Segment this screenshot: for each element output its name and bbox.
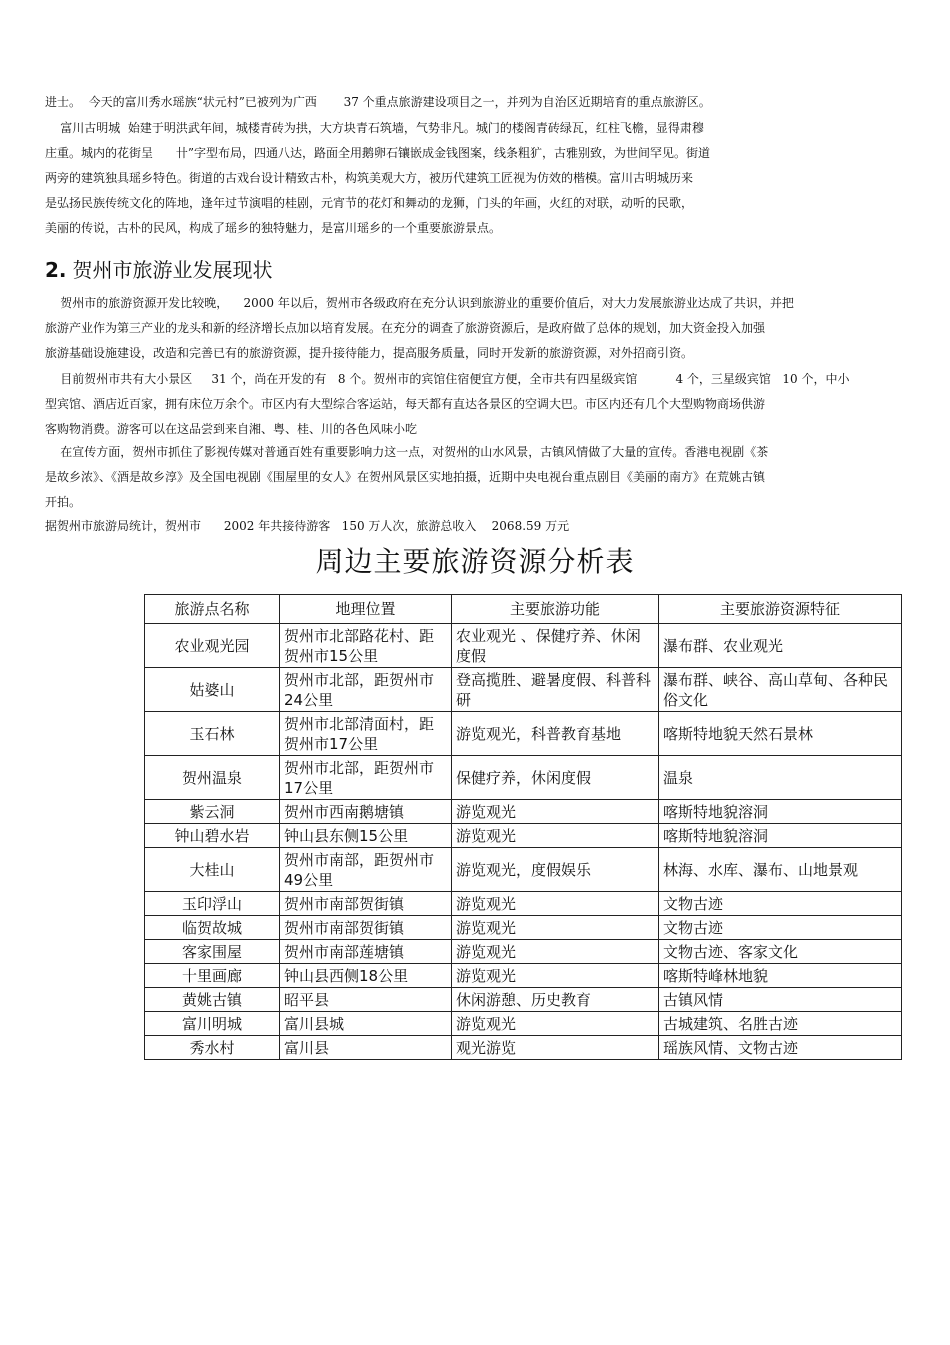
table-row (145, 892, 902, 916)
tourism-resource-table (144, 594, 902, 1060)
table-row (145, 624, 902, 668)
cell-location: 贺州市北部，距贺州市24公里 (280, 668, 452, 712)
cell-location: 贺州市北部，距贺州市17公里 (280, 756, 452, 800)
cell-function: 游览观光 (452, 916, 659, 940)
table-row (145, 1012, 902, 1036)
cell-name: 玉印浮山 (145, 892, 280, 916)
cell-function: 游览观光 (452, 824, 659, 848)
table-row (145, 800, 902, 824)
table-row (145, 756, 902, 800)
cell-location: 富川县城 (280, 1012, 452, 1036)
cell-feature: 文物古迹 (659, 892, 902, 916)
table-row (145, 668, 902, 712)
cell-location: 贺州市南部贺街镇 (280, 916, 452, 940)
cell-name: 十里画廊 (145, 964, 280, 988)
cell-function: 游览观光 (452, 892, 659, 916)
cell-name: 钟山碧水岩 (145, 824, 280, 848)
cell-name: 紫云洞 (145, 800, 280, 824)
cell-name: 贺州温泉 (145, 756, 280, 800)
table-row (145, 824, 902, 848)
cell-location: 钟山县西侧18公里 (280, 964, 452, 988)
cell-feature: 喀斯特地貌溶洞 (659, 800, 902, 824)
cell-function: 游览观光，度假娱乐 (452, 848, 659, 892)
table-row (145, 916, 902, 940)
cell-function: 休闲游憩、历史教育 (452, 988, 659, 1012)
cell-location: 贺州市南部贺街镇 (280, 892, 452, 916)
column-header: 主要旅游功能 (452, 595, 659, 624)
column-header: 地理位置 (280, 595, 452, 624)
cell-name: 大桂山 (145, 848, 280, 892)
cell-function: 游览观光 (452, 964, 659, 988)
cell-feature: 喀斯特峰林地貌 (659, 964, 902, 988)
cell-name: 客家围屋 (145, 940, 280, 964)
cell-function: 保健疗养，休闲度假 (452, 756, 659, 800)
section-number: 2. (45, 258, 67, 282)
cell-feature: 古镇风情 (659, 988, 902, 1012)
table-row (145, 712, 902, 756)
cell-function: 游览观光 (452, 800, 659, 824)
cell-feature: 瀑布群、农业观光 (659, 624, 902, 668)
cell-function: 登高揽胜、避暑度假、科普科研 (452, 668, 659, 712)
cell-name: 农业观光园 (145, 624, 280, 668)
cell-feature: 文物古迹、客家文化 (659, 940, 902, 964)
cell-location: 贺州市北部清面村，距贺州市17公里 (280, 712, 452, 756)
cell-feature: 古城建筑、名胜古迹 (659, 1012, 902, 1036)
cell-name: 富川明城 (145, 1012, 280, 1036)
column-header: 旅游点名称 (145, 595, 280, 624)
cell-feature: 喀斯特地貌溶洞 (659, 824, 902, 848)
cell-function: 观光游览 (452, 1036, 659, 1060)
section-heading (45, 256, 273, 284)
paragraph-development: 贺州市的旅游资源开发比较晚， 2000 年以后，贺州市各级政府在充分认识到旅游业的重要价值后，对大力发展旅游业达成了共识，并把 旅游产业作为第三产业的龙头和新的经济增长点加以培育发展。在充分的调查了旅游资源后，是政府做了总体的规划，加大资金投入加强 旅游基础设施建设，改造和完善已有的旅游资源，提升接待能力，提高服务质量，同时开发新的旅游资源，对外招商引资。 (45, 296, 794, 360)
cell-feature: 喀斯特地貌天然石景林 (659, 712, 902, 756)
cell-feature: 瑶族风情、文物古迹 (659, 1036, 902, 1060)
paragraph-fuchuan-city: 富川古明城 始建于明洪武年间，城楼青砖为拱，大方块青石筑墙，气势非凡。城门的楼阁青砖绿瓦，红柱飞檐，显得肃穆 庄重。城内的花街呈 卄”字型布局，四通八达，路面全用鹅卵石镶嵌成金钱图案，线条粗犷，古雅别致，为世间罕见。街道 两旁的建筑独具瑶乡特色。街道的古戏台设计精致古朴，构筑美观大方，被历代建筑工匠视为仿效的楷模。富川古明城历来 是弘扬民族传统文化的阵地，逢年过节演唱的桂剧，元宵节的花灯和舞动的龙狮，门头的年画，火红的对联，动听的民歌， 美丽的传说，古朴的民风，构成了瑶乡的独特魅力，是富川瑶乡的一个重要旅游景点。 (45, 121, 711, 235)
cell-function: 农业观光 、保健疗养、休闲度假 (452, 624, 659, 668)
cell-feature: 温泉 (659, 756, 902, 800)
cell-feature: 瀑布群、峡谷、高山草甸、各种民俗文化 (659, 668, 902, 712)
cell-location: 富川县 (280, 1036, 452, 1060)
table-row (145, 988, 902, 1012)
section-title: 贺州市旅游业发展现状 (72, 258, 273, 282)
cell-location: 贺州市北部路花村、距贺州市15公里 (280, 624, 452, 668)
cell-name: 姑婆山 (145, 668, 280, 712)
cell-function: 游览观光 (452, 940, 659, 964)
cell-function: 游览观光 (452, 1012, 659, 1036)
cell-feature: 林海、水库、瀑布、山地景观 (659, 848, 902, 892)
table-row (145, 940, 902, 964)
cell-name: 秀水村 (145, 1036, 280, 1060)
cell-feature: 文物古迹 (659, 916, 902, 940)
table-row (145, 848, 902, 892)
table-header-row (145, 595, 902, 624)
cell-location: 钟山县东侧15公里 (280, 824, 452, 848)
cell-location: 贺州市南部，距贺州市49公里 (280, 848, 452, 892)
cell-name: 玉石林 (145, 712, 280, 756)
cell-location: 贺州市西南鹅塘镇 (280, 800, 452, 824)
paragraph-scenic-areas: 目前贺州市共有大小景区 31 个，尚在开发的有 8 个。贺州市的宾馆住宿便宜方便，全市共有四星级宾馆 4 个，三星级宾馆 10 个，中小 型宾馆、酒店近百家，拥有床位万余个。市区内有大型综合客运站，每天都有直达各景区的空调大巴。市区内还有几个大型购物商场供游 客购物消费。游客可以在这品尝到来自湘、粤、桂、川的各色风味小吃 (45, 372, 850, 436)
table-title: 周边主要旅游资源分析表 (315, 545, 635, 578)
column-header: 主要旅游资源特征 (659, 595, 902, 624)
cell-location: 贺州市南部莲塘镇 (280, 940, 452, 964)
paragraph-publicity: 在宣传方面，贺州市抓住了影视传媒对普通百姓有重要影响力这一点，对贺州的山水风景，古镇风情做了大量的宣传。香港电视剧《茶 是故乡浓》、《酒是故乡淳》及全国电视剧《围屋里的女人》在贺州风景区实地拍摄，近期中央电视台重点剧目《美丽的南方》在荒姚古镇 开拍。 (45, 445, 769, 509)
cell-function: 游览观光，科普教育基地 (452, 712, 659, 756)
table-row (145, 1036, 902, 1060)
paragraph-intro: 进士。 今天的富川秀水瑶族“状元村”已被列为广西 37 个重点旅游建设项目之一，并列为自治区近期培育的重点旅游区。 (45, 95, 711, 109)
cell-name: 临贺故城 (145, 916, 280, 940)
cell-location: 昭平县 (280, 988, 452, 1012)
paragraph-statistics: 据贺州市旅游局统计，贺州市 2002 年共接待游客 150 万人次，旅游总收入 2068.59 万元 (45, 519, 570, 533)
cell-name: 黄姚古镇 (145, 988, 280, 1012)
table-row (145, 964, 902, 988)
